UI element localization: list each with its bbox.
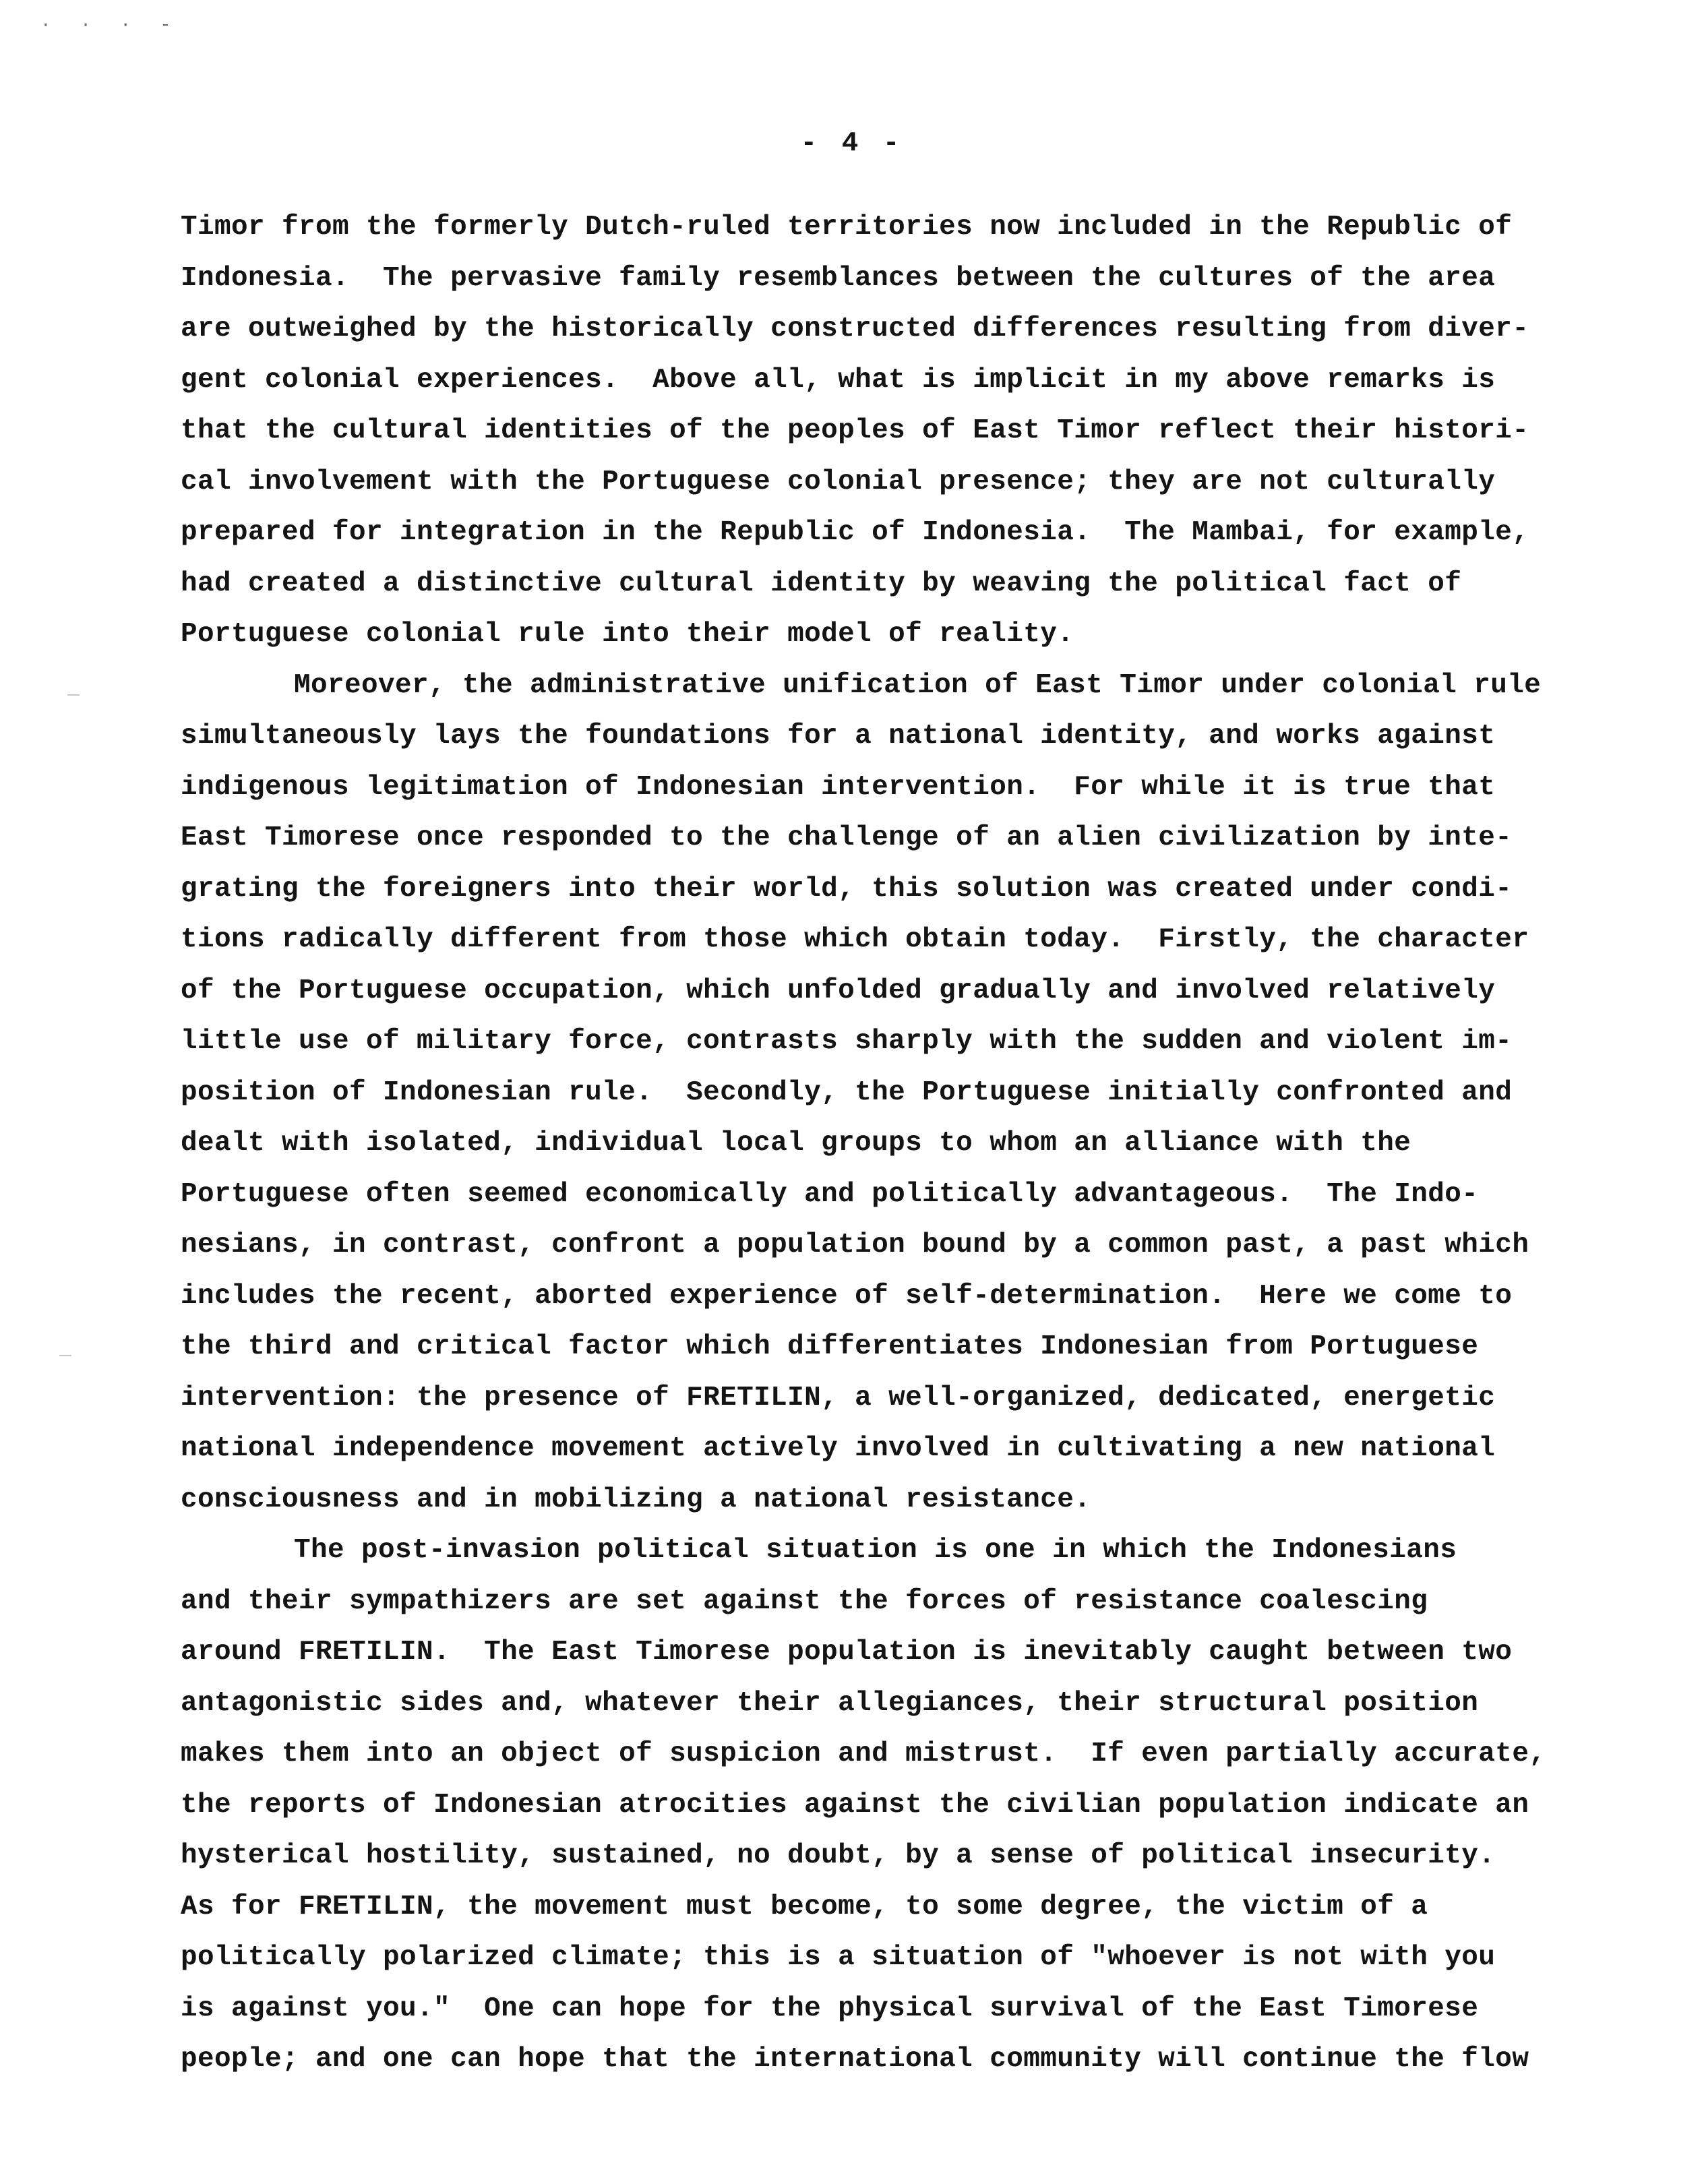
text-line: dealt with isolated, individual local groups to whom an alliance with the [181,1128,1411,1159]
page-number: - 4 - [800,128,904,159]
text-line: gent colonial experiences. Above all, what is implicit in my above remarks is [181,364,1496,396]
text-line: includes the recent, aborted experience of self-determination. Here we come to [181,1280,1513,1312]
text-line: hysterical hostility, sustained, no doubt, by a sense of political insecurity. [181,1840,1496,1871]
text-line: politically polarized climate; this is a situation of "whoever is not with you [181,1942,1496,1973]
text-line: Indonesia. The pervasive family resemblances between the cultures of the area [181,262,1496,294]
text-line: As for FRETILIN, the movement must become, to some degree, the victim of a [181,1891,1428,1922]
text-line: antagonistic sides and, whatever their allegiances, their structural position [181,1687,1479,1719]
text-line: and their sympathizers are set against the forces of resistance coalescing [181,1585,1428,1617]
paragraph-2 [181,661,1556,1526]
text-line: intervention: the presence of FRETILIN, a well-organized, dedicated, energetic [181,1382,1496,1414]
paragraph-3 [181,1525,1556,2086]
text-line: people; and one can hope that the international community will continue the flow [181,2044,1529,2075]
text-line: makes them into an object of suspicion and mistrust. If even partially accurate, [181,1738,1546,1769]
text-line: The post-invasion political situation is one in which the Indonesians [294,1535,1457,1566]
text-line: East Timorese once responded to the challenge of an alien civilization by inte- [181,822,1513,853]
text-line: consciousness and in mobilizing a national resistance. [181,1484,1091,1515]
scan-speck [67,694,80,696]
text-line: Timor from the formerly Dutch-ruled territories now included in the Republic of [181,212,1513,243]
paragraph-1 [181,202,1556,661]
text-line: national independence movement actively involved in cultivating a new national [181,1433,1496,1464]
text-line: Moreover, the administrative unification of East Timor under colonial rule [294,669,1542,701]
text-line: the third and critical factor which differentiates Indonesian from Portuguese [181,1331,1479,1362]
text-line: had created a distinctive cultural identity by weaving the political fact of [181,568,1462,599]
text-line: tions radically different from those which obtain today. Firstly, the character [181,924,1529,955]
body-text [181,202,1556,2086]
text-line: of the Portuguese occupation, which unfolded gradually and involved relatively [181,975,1496,1006]
text-line: is against you." One can hope for the physical survival of the East Timorese [181,1993,1479,2024]
text-line: around FRETILIN. The East Timorese population is inevitably caught between two [181,1637,1513,1668]
scan-corner-marks: · · · - [40,15,181,35]
text-line: Portuguese colonial rule into their model of reality. [181,619,1074,650]
text-line: the reports of Indonesian atrocities against the civilian population indicate an [181,1789,1529,1821]
text-line: that the cultural identities of the peoples of East Timor reflect their histori- [181,415,1529,446]
text-line: simultaneously lays the foundations for a national identity, and works against [181,721,1496,752]
text-line: nesians, in contrast, confront a population bound by a common past, a past which [181,1230,1529,1261]
text-line: are outweighed by the historically constructed differences resulting from diver- [181,313,1529,344]
text-line: cal involvement with the Portuguese colonial presence; they are not culturally [181,466,1496,497]
text-line: position of Indonesian rule. Secondly, the Portuguese initially confronted and [181,1076,1513,1108]
scan-speck [59,1355,71,1356]
text-line: prepared for integration in the Republic of Indonesia. The Mambai, for example, [181,517,1529,548]
text-line: Portuguese often seemed economically and politically advantageous. The Indo- [181,1178,1479,1210]
text-line: grating the foreigners into their world, this solution was created under condi- [181,873,1513,905]
text-line: indigenous legitimation of Indonesian intervention. For while it is true that [181,771,1496,803]
text-line: little use of military force, contrasts sharply with the sudden and violent im- [181,1026,1513,1057]
